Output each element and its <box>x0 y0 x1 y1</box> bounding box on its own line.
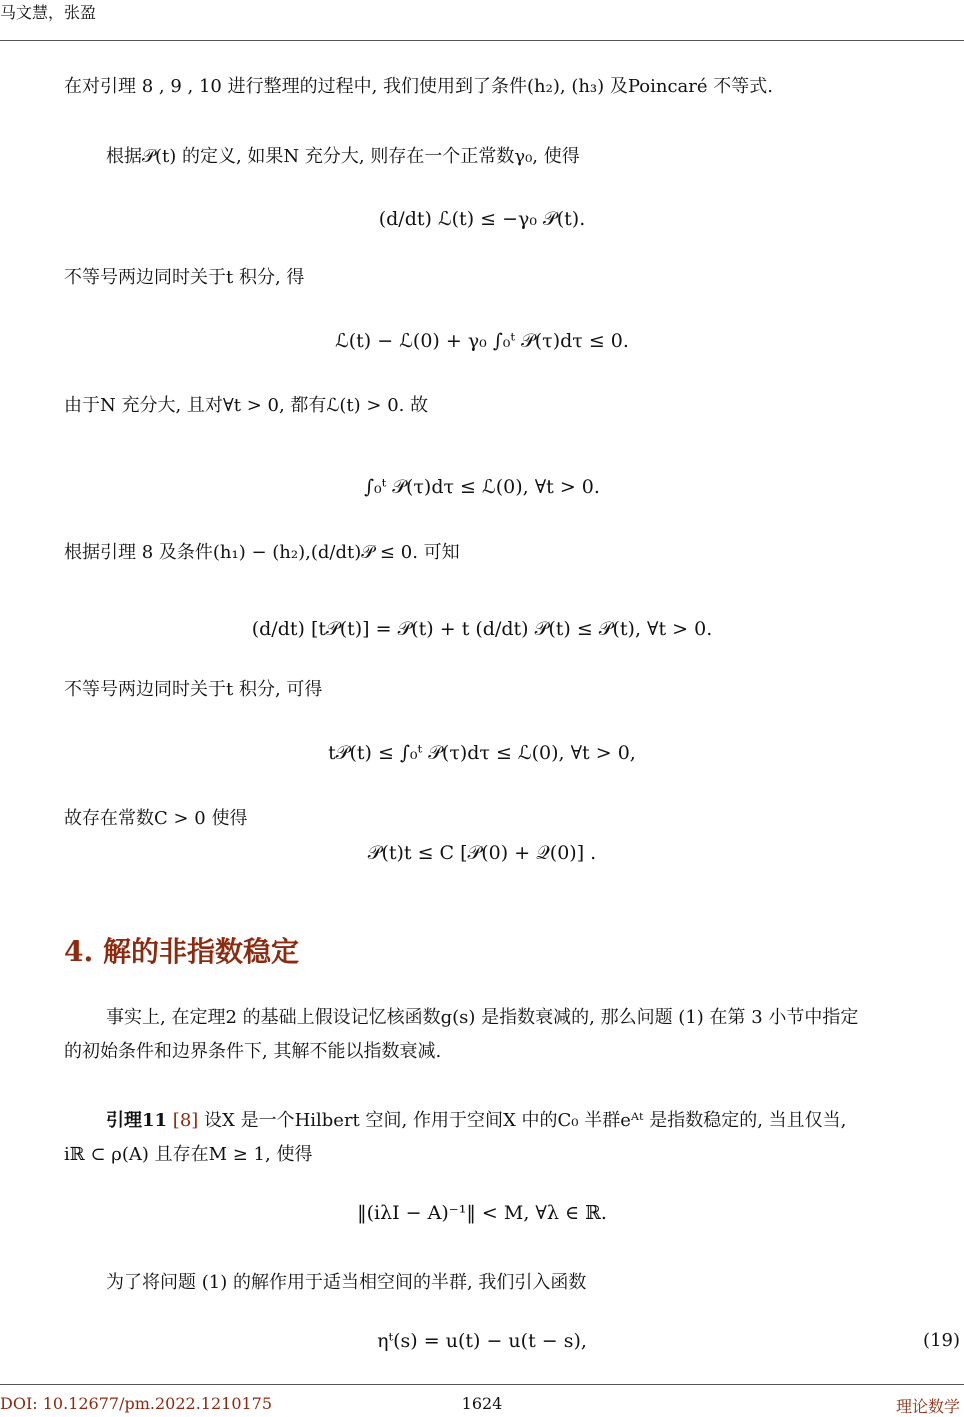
equation: ηᵗ(s) = u(t) − u(t − s), <box>377 1330 587 1352</box>
equation: 𝒫(t)t ≤ C [𝒫(0) + 𝒬(0)] . <box>367 842 597 864</box>
running-header-authors: 马文慧，张盈 <box>0 3 97 22</box>
section-heading: 4. 解的非指数稳定 <box>64 935 299 968</box>
citation-link[interactable]: [8] <box>172 1110 199 1131</box>
page-number: 1624 <box>461 1394 503 1413</box>
equation: ∫₀ᵗ 𝒫(τ)dτ ≤ ℒ(0), ∀t > 0. <box>364 476 600 498</box>
paragraph-line: 根据𝒫(t) 的定义, 如果N 充分大, 则存在一个正常数γ₀, 使得 <box>106 146 580 167</box>
paragraph-line: 为了将问题 (1) 的解作用于适当相空间的半群, 我们引入函数 <box>106 1272 587 1293</box>
lemma-text: 设X 是一个Hilbert 空间, 作用于空间X 中的C₀ 半群eᴬᵗ 是指数稳定的, 当且仅当, <box>204 1110 847 1131</box>
header-rule <box>0 40 964 41</box>
equation: (d/dt) ℒ(t) ≤ −γ₀ 𝒫(t). <box>378 208 586 230</box>
lemma-line <box>106 1108 846 1134</box>
equation: ℒ(t) − ℒ(0) + γ₀ ∫₀ᵗ 𝒫(τ)dτ ≤ 0. <box>335 330 629 352</box>
paragraph-line: 事实上, 在定理2 的基础上假设记忆核函数g(s) 是指数衰减的, 那么问题 (1) 在第 3 小节中指定 <box>106 1007 859 1028</box>
equation: t𝒫(t) ≤ ∫₀ᵗ 𝒫(τ)dτ ≤ ℒ(0), ∀t > 0, <box>328 742 636 764</box>
paragraph-line: 的初始条件和边界条件下, 其解不能以指数衰减. <box>64 1041 442 1062</box>
paragraph-line: 根据引理 8 及条件(h₁) − (h₂),(d/dt)𝒫 ≤ 0. 可知 <box>64 542 460 563</box>
equation-number: (19) <box>923 1330 960 1351</box>
doi-link[interactable]: DOI: 10.12677/pm.2022.1210175 <box>0 1394 273 1413</box>
footer-rule <box>0 1384 964 1385</box>
paragraph-line: 不等号两边同时关于t 积分, 可得 <box>64 679 323 700</box>
equation: (d/dt) [t𝒫(t)] = 𝒫(t) + t (d/dt) 𝒫(t) ≤ 𝒫(t), ∀t > 0. <box>251 618 713 640</box>
paragraph-line: 在对引理 8 , 9 , 10 进行整理的过程中, 我们使用到了条件(h₂), (h₃) 及Poincaré 不等式. <box>64 76 773 97</box>
paragraph-line: 不等号两边同时关于t 积分, 得 <box>64 267 305 288</box>
paragraph-line: iℝ ⊂ ρ(A) 且存在M ≥ 1, 使得 <box>64 1144 313 1165</box>
paragraph-line: 故存在常数C > 0 使得 <box>64 808 248 829</box>
equation: ‖(iλI − A)⁻¹‖ < M, ∀λ ∈ ℝ. <box>357 1202 607 1224</box>
lemma-label: 引理11 <box>106 1110 168 1131</box>
paragraph-line: 由于N 充分大, 且对∀t > 0, 都有ℒ(t) > 0. 故 <box>64 395 429 416</box>
journal-name: 理论数学 <box>895 1397 960 1416</box>
